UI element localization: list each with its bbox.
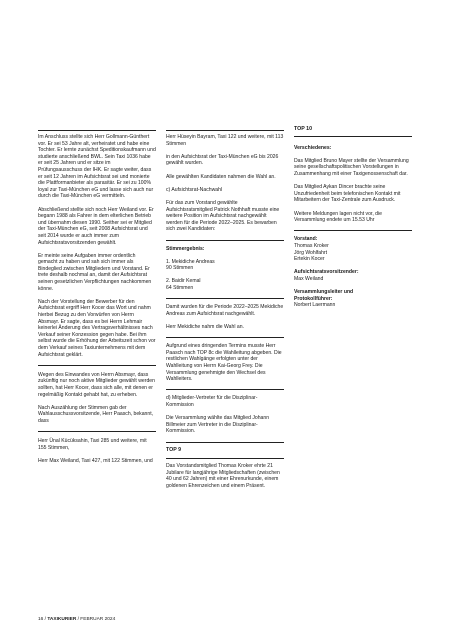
column-rule-2: [166, 130, 284, 131]
aufsichtsrat-heading: Aufsichtsratsvorsitzender:: [294, 269, 359, 276]
vorstand-heading: Vorstand:: [294, 236, 318, 243]
paragraph: Nach Auszählung der Stimmen gab der Wahlausschussvorsitzende, Herr Paasch, bekannt, dass: [38, 404, 154, 424]
result-item: 1. Mekidiche Andreas 90 Stimmen: [166, 258, 215, 272]
column-1: [38, 134, 156, 471]
magazine-name: TAXIKURIER: [47, 617, 77, 622]
aufsichtsrat-name: Max Weiland: [294, 275, 324, 282]
paragraph: Herr Ünal Kücüksahin, Taxi 285 und weitere, mit 155 Stimmen,: [38, 438, 147, 451]
vorstand-name: Thomas Kroker: [294, 242, 329, 249]
column-2: [166, 134, 284, 496]
divider: [166, 240, 284, 241]
divider: [38, 431, 156, 432]
divider: [294, 136, 412, 137]
paragraph: Im Anschluss stellte sich Herr Gollmann-Günthert vor. Er sei 53 Jahre alt, verheiratet und habe eine Tochter. Er lernte zunächst Speditionskaufmann und studierte anschließend BWL. Sein Taxi 1036 habe er seit 25 Jahren und er sitze im Prüfungsausschuss der IHK. Er sagte weiter, dass er seit 12 Jahren im Aufsichtsrat sei und monierte die Plattformanbieter als parasitär. Er sei zu 100% loyal zur Taxi-München eG und lasse sich auch nur durch die Taxi-München eG vermitteln.: [38, 134, 156, 200]
divider: [166, 458, 284, 459]
versammlungsleiter-heading: Versammlungsleiter und: [294, 289, 354, 296]
divider: [166, 389, 284, 390]
paragraph: Das Mitglied Aykan Dincer brachte seine Unzufriedenheit beim telefonischen Kontakt mit Mitarbeitern der Taxi-Zentrale zum Ausdruck.: [294, 184, 401, 204]
page-number: 16 /: [38, 617, 48, 622]
paragraph: Wegen des Einwandes von Herrn Absmayr, dass zukünftig nur noch aktive Mitglieder gewählt werden sollten, hat Herr Kocer, dass sich alle, mit denen er regelmäßig Kontakt gehabt hat, zu erheben.: [38, 371, 155, 398]
subheading-verschiedenes: Verschiedenes:: [294, 144, 332, 151]
paragraph: Für das zum Vorstand gewählte Aufsichtsratsmitglied Patrick Nothhaft musste eine weitere Position im Aufsichtsrat nachgewählt werden für die Periode 2022–2025. Es bewarben sich zwei Kandidaten:: [166, 199, 280, 233]
paragraph: Herr Max Weiland, Taxi 427, mit 122 Stimmen, und: [38, 457, 153, 464]
results-heading: Stimmergebnis:: [166, 245, 205, 252]
column-rule-1: [38, 130, 156, 131]
subheading: c) Aufsichtsrat-Nachwahl: [166, 186, 223, 193]
column-3: [294, 126, 412, 309]
subheading: d) Mitglieder-Vertreter für die Disziplinar- Kommission: [166, 395, 258, 408]
paragraph: Damit wurden für die Periode 2022–2025 Mekidiche Andreas zum Aufsichtsrat nachgewählt.: [166, 304, 284, 317]
paragraph: Er meinte seine Aufgaben immer ordentlich gemacht zu haben und sah sich immer als Bindeglied zwischen Mitgliedern und Vorstand. Er trete deshalb nochmal an, damit der Aufsichtsrat seinen gesetzlichen Verpflichtungen nachkommen könne.: [38, 252, 152, 292]
paragraph: Das Mitglied Bruno Mayer stellte der Versammlung seine gesellschaftspolitischen Vorstellungen in Zusammenhang mit einer Taxigenossenschaft dar.: [294, 157, 409, 177]
paragraph: Das Vorstandsmitglied Thomas Kroker ehrte 21 Jubilare für langjährige Mitgliedschaften (zwischen 40 und 62 Jahren) mit einer Ehrenurkunde, einem goldenen Ehrenzeichen und einem Präsent.: [166, 463, 280, 489]
page-footer: [38, 617, 115, 622]
paragraph: Abschließend stellte sich noch Herr Weiland vor. Er begann 1988 als Fahrer in dem elterlichen Betrieb und übernahm diesen 1990. Seither sei er Mitglied der Taxi-München eG, seit 2008 Aufsichtsrat und seit 2014 wurde er auch immer zum Aufsichtsratsvorsitzenden gewählt.: [38, 206, 154, 246]
divider: [166, 298, 284, 299]
divider: [166, 337, 284, 338]
paragraph: Die Versammlung wählte das Mitglied Johann Billmeier zum Vertreter in die Disziplinar-Kommission.: [166, 415, 270, 435]
divider: [166, 442, 284, 443]
vorstand-name: Ertekin Kocer: [294, 256, 325, 263]
paragraph: Nach der Vorstellung der Bewerber für den Aufsichtsrat ergriff Herr Kocer das Wort und nahm hierbei Bezug zu den Vorwürfen von Herrn Absmayr. Er sagte, dass es bei Herrn Lehmair keinerlei Änderung des Vertragsverhältnisses nach Verkauf seiner Konzession gegen habe. Bei ihm selbst wurde die Erhöhung der Arbeitszeit schon vor dem Verkauf seines Taxiunternehmens mit dem Aufsichtsrat geklärt.: [38, 298, 156, 358]
protokollfuehrer-heading: Protokollführer:: [294, 295, 333, 302]
result-item: 2. Baidir Kemal 64 Stimmen: [166, 278, 201, 292]
paragraph: Herr Mekidiche nahm die Wahl an.: [166, 324, 244, 331]
paragraph: Herr Hüseyin Bayram, Taxi 122 und weitere, mit 113 Stimmen: [166, 134, 284, 147]
paragraph: Aufgrund eines dringenden Termins musste Herr Paasch nach TOP 8c die Wahlleitung abgeben. Die restlichen Wahlgänge erfolgten unter der Wahlleitung von Herrn Kai-Georg Frey. Die Versammlung genehmigte den Wechsel des Wahlleiters.: [166, 343, 282, 383]
vorstand-name: Jörg Wohlfahrt: [294, 249, 328, 256]
paragraph: Alle gewählten Kandidaten nahmen die Wahl an.: [166, 173, 276, 180]
issue-date: / FEBRUAR 2024: [76, 617, 116, 622]
section-heading-top9: TOP 9: [166, 446, 182, 453]
section-heading-top10: TOP 10: [294, 126, 313, 132]
divider: [294, 230, 412, 231]
divider: [38, 365, 156, 366]
paragraph: Weitere Meldungen lagen nicht vor, die Versammlung endete um 15.53 Uhr: [294, 210, 382, 224]
protokollfuehrer-name: Norbert Laermann: [294, 302, 336, 309]
paragraph: in den Aufsichtsrat der Taxi-München eG bis 2026 gewählt wurden.: [166, 153, 279, 167]
